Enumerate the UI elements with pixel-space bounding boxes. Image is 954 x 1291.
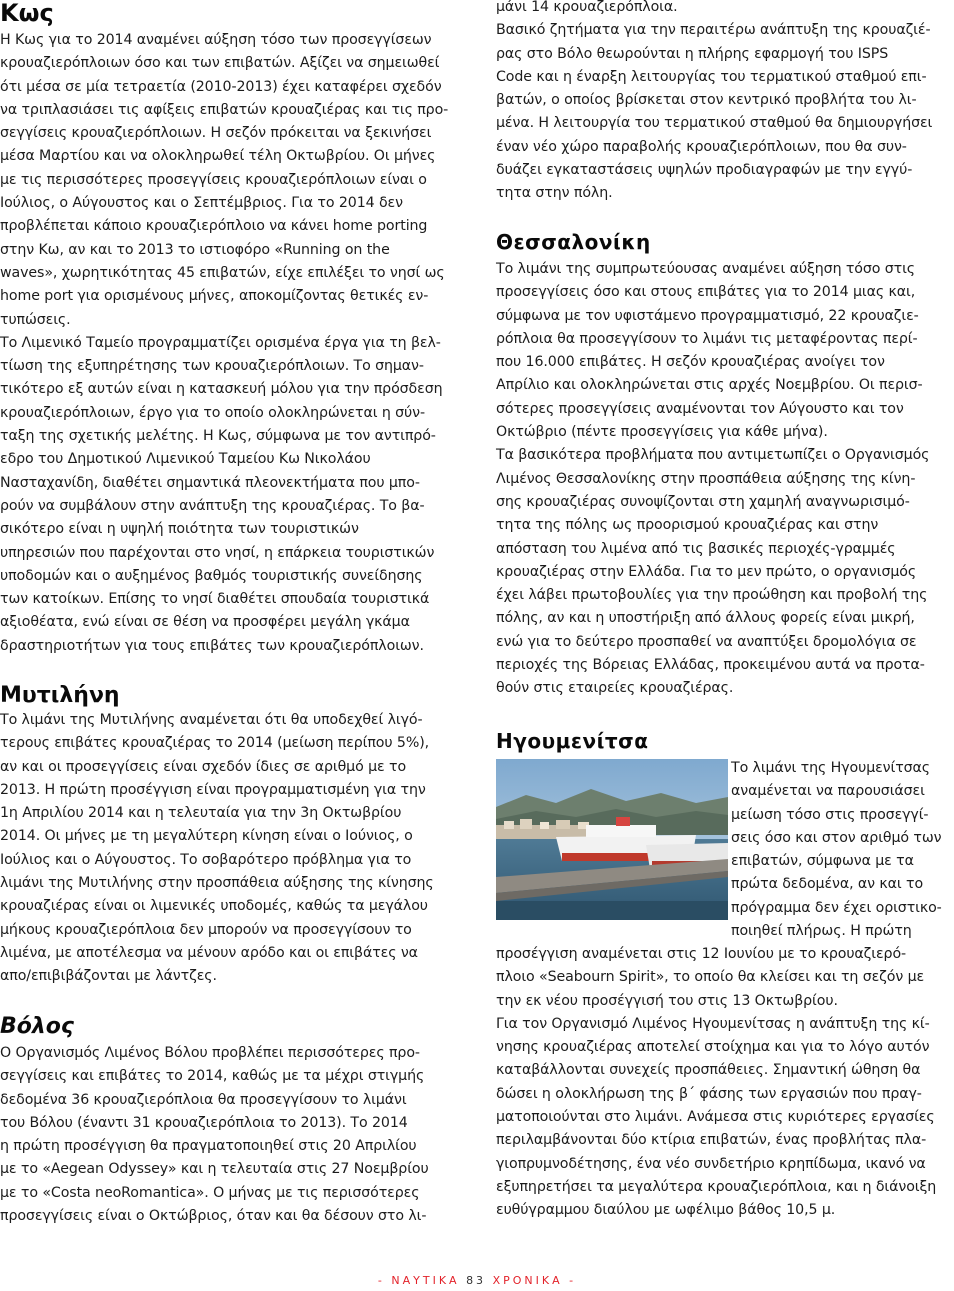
text-line: Το λιμάνι της συμπρωτεύουσας αναμένει αύξηση τόσο στις <box>496 261 916 277</box>
text-line: εδρο του Δημοτικού Λιμενικού Ταμείου Κω Νικολάου <box>0 451 371 468</box>
text-line: πλοιο «Seabourn Spirit», το οποίο θα κλείσει και τη σεζόν με <box>496 969 925 986</box>
text-line: λιμένα, με αποτέλεσμα να μένουν αρόδο και οι επιβάτες να <box>0 944 418 961</box>
footer-suffix: ΧΡΟΝΙΚΑ - <box>492 1274 577 1287</box>
text-line: ποιηθεί πλήρως. Η πρώτη <box>731 923 912 940</box>
port-photo-illustration <box>496 759 728 920</box>
text-line: Οκτώβριο (πέντε προσεγγίσεις για κάθε μήνα). <box>496 424 828 441</box>
text-line: τυπώσεις. <box>0 311 71 328</box>
text-line: Ιούλιος και ο Αύγουστος. Το σοβαρότερο πρόβλημα για το <box>0 851 412 868</box>
section-heading-mytilene: Μυτιλήνη <box>0 683 120 708</box>
text-line: δυάζει εγκαταστάσεις υψηλών προδιαγραφών με την εγγύ- <box>496 162 913 179</box>
text-line: κρουαζιερόπλοιων, έργο για το οποίο ολοκληρώνεται η σύν- <box>0 404 426 421</box>
text-line: μείωση τόσο στις προσεγγί- <box>731 806 929 823</box>
text-line: προσέγγιση αναμένεται στις 12 Ιουνίου με το κρουαζιερό- <box>496 946 907 962</box>
text-line: γιοπρυμνοδέτησης, ένα νέο συνδετήριο κρηπίδωμα, ικανό να <box>496 1155 926 1172</box>
text-line: αν και οι προσεγγίσεις είναι σχεδόν ίδιες σε αριθμό με το <box>0 758 407 775</box>
text-line: ότι μέσα σε μία τετραετία (2010-2013) έχει καταφέρει σχεδόν <box>0 78 442 95</box>
section-body-igoumenitsa <box>496 943 936 1223</box>
text-line: σης κρουαζιέρας συνοψίζονται στη χαμηλή αναγνωρισιμό- <box>496 493 910 510</box>
text-line: home port για ορισμένους μήνες, αποκομίζοντας θετικές εν- <box>0 288 429 305</box>
text-line: δεδομένα 36 κρουαζιερόπλοια θα προσεγγίσουν το λιμάνι <box>0 1091 407 1108</box>
text-line: Η Κως για το 2014 αναμένει αύξηση τόσο των προσεγγίσεων <box>0 32 432 48</box>
text-line: ματοποιούνται στο λιμάνι. Ανάμεσα στις κυριότερες εργασίες <box>496 1109 935 1126</box>
text-line: Απρίλιο και ολοκληρώνεται στις αρχές Νοεμβρίου. Οι περισ- <box>496 377 923 394</box>
text-line: βατών, ο οποίος βρίσκεται στον κεντρικό προβλήτα του λι- <box>496 92 917 109</box>
text-line: υπηρεσιών που παρέχονται στο νησί, η επάρκεια τουριστικών <box>0 544 435 561</box>
text-line: μάνι 14 κρουαζιερόπλοια. <box>496 0 678 15</box>
text-line: κρουαζιέρας στην Ελλάδα. Για το μεν πρώτο, ο οργανισμός <box>496 563 917 580</box>
section-body-igoumenitsa-wrapped <box>731 757 942 943</box>
text-line: σεις όσο και στον αριθμό των <box>731 829 942 846</box>
port-photo <box>496 759 728 920</box>
text-line: δραστηριοτήτων για τους επιβάτες των κρουαζιερόπλοιων. <box>0 637 424 654</box>
text-line: σικότερο είναι η υψηλή ποιότητα των τουριστικών <box>0 521 359 538</box>
text-line: μήκους κρουαζιερόπλοια δεν μπορούν να προσεγγίσουν το <box>0 921 412 938</box>
text-line: κρουαζιερόπλοιων όσο και των επιβατών. Αξίζει να σημειωθεί <box>0 55 440 72</box>
text-line: απόσταση του λιμένα από τις βασικές περιοχές-γραμμές <box>496 540 896 557</box>
section-volos <box>0 1014 460 1225</box>
page-number: 83 <box>466 1274 487 1287</box>
text-line: που 16.000 επιβάτες. Η σεζόν κρουαζιέρας ανοίγει τον <box>496 354 885 371</box>
text-line: η πρώτη προσέγγιση θα πραγματοποιηθεί στις 20 Απριλίου <box>0 1138 417 1155</box>
text-line: 1η Απριλίου 2014 και η τελευταία για την 3η Οκτωβρίου <box>0 805 402 822</box>
text-line: θούν στις εταιρείες κρουαζιέρας. <box>496 680 734 697</box>
text-line: περιοχές της Βόρειας Ελλάδας, προκειμένου αυτά να προτα- <box>496 657 925 674</box>
text-line: σεγγίσεις κρουαζιερόπλοιων. Η σεζόν πρόκειται να ξεκινήσει <box>0 125 432 142</box>
text-line: τερους επιβάτες κρουαζιέρας το 2014 (μείωση περίπου 5%), <box>0 735 430 752</box>
text-line: Το λιμάνι της Ηγουμενίτσας <box>731 760 931 776</box>
text-line: τητα στην πόλη. <box>496 185 613 202</box>
text-line: περιλαμβάνονται δύο κτίρια επιβατών, ένας προβλήτας πλα- <box>496 1132 927 1149</box>
section-igoumenitsa <box>496 729 954 1219</box>
text-line: ρούν να συμβάλουν στην ανάπτυξη της κρουαζιέρας. Το βα- <box>0 497 425 514</box>
text-line: με το «Costa neoRomantica». Ο μήνας με τις περισσότερες <box>0 1184 420 1201</box>
page-footer <box>0 1274 954 1287</box>
text-line: σότερες προσεγγίσεις αναμένονται τον Αύγουστο και τον <box>496 400 904 417</box>
text-line: Για τον Οργανισμό Λιμένος Ηγουμενίτσας η ανάπτυξη της κί- <box>496 1015 930 1032</box>
section-body-volos-continued <box>496 0 932 206</box>
text-line: Το λιμάνι της Μυτιλήνης αναμένεται ότι θα υποδεχθεί λιγό- <box>0 712 423 728</box>
text-line: απο/επιβιβάζονται με λάντζες. <box>0 968 217 985</box>
section-thessaloniki <box>496 230 954 697</box>
text-line: Το Λιμενικό Ταμείο προγραμματίζει ορισμένα έργα για τη βελ- <box>0 334 441 351</box>
section-heading-kos: Κως <box>0 0 54 27</box>
section-heading-thessaloniki: Θεσσαλονίκη <box>496 230 651 254</box>
text-line: σεγγίσεις και επιβάτες το 2014, καθώς με τα μέχρι στιγμής <box>0 1068 425 1085</box>
text-line: αναμένεται να παρουσιάσει <box>731 783 925 800</box>
text-line: στην Κω, αν και το 2013 το ιστιοφόρο «Running on the <box>0 241 390 258</box>
text-line: 2013. Η πρώτη προσέγγιση είναι προγραμματισμένη για την <box>0 781 426 798</box>
text-line: ταξη της σχετικής μελέτης. Η Κως, σύμφωνα με τον αντιπρό- <box>0 428 436 445</box>
text-line: τίωση της εξυπηρέτησης των κρουαζιερόπλοιων. Το σημαν- <box>0 358 424 375</box>
text-line: αξιοθέατα, ενώ είναι σε θέση να προσφέρει μεγάλη γκάμα <box>0 614 410 631</box>
text-line: Ιούλιος, ο Αύγουστος και ο Σεπτέμβριος. Για το 2014 δεν <box>0 195 403 212</box>
text-line: ρόπλοια θα προσεγγίσουν το λιμάνι τις μεταφέροντας περί- <box>496 330 918 347</box>
text-line: ευθύγραμμου διαύλου με ωφέλιμο βάθος 10,5 μ. <box>496 1202 836 1219</box>
text-line: λιμάνι της Μυτιλήνης στην προσπάθεια αύξησης της κίνησης <box>0 875 434 892</box>
text-line: σύμφωνα με τον υφιστάμενο προγραμματισμό, 22 κρουαζιε- <box>496 307 919 324</box>
text-line: πρώτα δεδομένα, αν και το <box>731 876 924 893</box>
text-line: υποδομών και ο αυξημένος βαθμός τουριστικής συνείδησης <box>0 567 423 584</box>
footer-prefix: - ΝΑΥΤΙΚΑ <box>377 1274 460 1287</box>
text-line: την εκ νέου προσέγγισή του στις 13 Οκτωβρίου. <box>496 992 838 1009</box>
text-line: ρας στο Βόλο θεωρούνται η πλήρης εφαρμογή του ISPS <box>496 45 889 62</box>
text-line: προσεγγίσεις όσο και στους επιβάτες για το 2014 μιας και, <box>496 284 916 301</box>
text-line: waves», χωρητικότητας 45 επιβατών, είχε επιλέξει το νησί ως <box>0 264 445 281</box>
text-line: Ο Οργανισμός Λιμένος Βόλου προβλέπει περισσότερες προ- <box>0 1045 420 1061</box>
text-line: του Βόλου (έναντι 31 κρουαζιερόπλοια το 2013). Το 2014 <box>0 1114 408 1131</box>
text-line: νησης κρουαζιέρας αποτελεί στοίχημα και για το λόγο αυτόν <box>496 1039 930 1056</box>
text-line: έναν νέο χώρο παραβολής κρουαζιερόπλοιων, που θα συν- <box>496 138 907 155</box>
text-line: καταβάλλονται συνεχείς προσπάθειες. Σημαντική ώθηση θα <box>496 1062 921 1079</box>
text-line: με τις περισσότερες προσεγγίσεις κρουαζιερόπλοιων είναι ο <box>0 171 427 188</box>
text-line: ενώ για το δεύτερο προσπαθεί να αναπτύξει δρομολόγια σε <box>496 633 917 650</box>
text-line: πόλης, αν και η υποστήριξη από άλλους φορείς είναι μικρή, <box>496 610 915 627</box>
section-kos <box>0 0 460 654</box>
text-line: κρουαζιέρας είναι οι λιμενικές υποδομές, καθώς τα μεγάλου <box>0 898 428 915</box>
section-body-volos <box>0 1042 429 1228</box>
text-line: Νασταχανίδη, διαθέτει σημαντικά πλεονεκτήματα που μπο- <box>0 474 420 491</box>
text-line: έχει λάβει πρωτοβουλίες για την προώθηση και προβολή της <box>496 587 928 604</box>
text-line: προσεγγίσεις είναι ο Οκτώβριος, όταν και θα δέσουν στο λι- <box>0 1208 427 1225</box>
text-line: δώσει η ολοκλήρωση της β΄ φάσης των εργασιών που πραγ- <box>496 1085 922 1102</box>
text-line: πρόγραμμα δεν έχει οριστικο- <box>731 899 942 916</box>
text-line: των κατοίκων. Επίσης το νησί διαθέτει σπουδαία τουριστικά <box>0 591 430 608</box>
text-line: Βασικό ζητήματα για την περαιτέρω ανάπτυξη της κρουαζιέ- <box>496 22 931 39</box>
section-body-kos <box>0 29 448 658</box>
text-line: τητα της πόλης ως προορισμού κρουαζιέρας και στην <box>496 517 879 534</box>
text-line: 2014. Οι μήνες με τη μεγαλύτερη κίνηση είναι ο Ιούνιος, ο <box>0 828 413 845</box>
text-line: εξυπηρετήσει τα μεγαλύτερα κρουαζιερόπλοια, και η διάνοιξη <box>496 1178 937 1195</box>
text-line: τικότερο εξ αυτών είναι η κατασκευή μόλου για την πρόσδεση <box>0 381 443 398</box>
section-heading-igoumenitsa: Ηγουμενίτσα <box>496 729 649 753</box>
text-line: μένα. Η λειτουργία του τερματικού σταθμού θα δημιουργήσει <box>496 115 933 132</box>
text-line: Code και η έναρξη λειτουργίας του τερματικού σταθμού επι- <box>496 68 927 85</box>
text-line: με το «Aegean Odyssey» και η τελευταία στις 27 Νοεμβρίου <box>0 1161 429 1178</box>
text-line: Τα βασικότερα προβλήματα που αντιμετωπίζει ο Οργανισμός <box>496 447 930 464</box>
text-line: προβλέπεται κάποιο κρουαζιερόπλοιο να κάνει home porting <box>0 218 428 235</box>
section-heading-volos: Βόλος <box>0 1014 74 1039</box>
section-body-thessaloniki <box>496 258 929 701</box>
section-body-mytilene <box>0 709 434 989</box>
text-line: μέσα Μαρτίου και να ολοκληρωθεί τέλη Οκτωβρίου. Οι μήνες <box>0 148 436 165</box>
section-mytilene <box>0 683 460 985</box>
text-line: επιβατών, σύμφωνα με τα <box>731 853 914 870</box>
text-line: να τριπλασιάσει τις αφίξεις επιβατών κρουαζιέρας και τις προ- <box>0 101 449 118</box>
text-line: Λιμένος Θεσσαλονίκης στην προσπάθεια αύξησης της κίνη- <box>496 470 916 487</box>
